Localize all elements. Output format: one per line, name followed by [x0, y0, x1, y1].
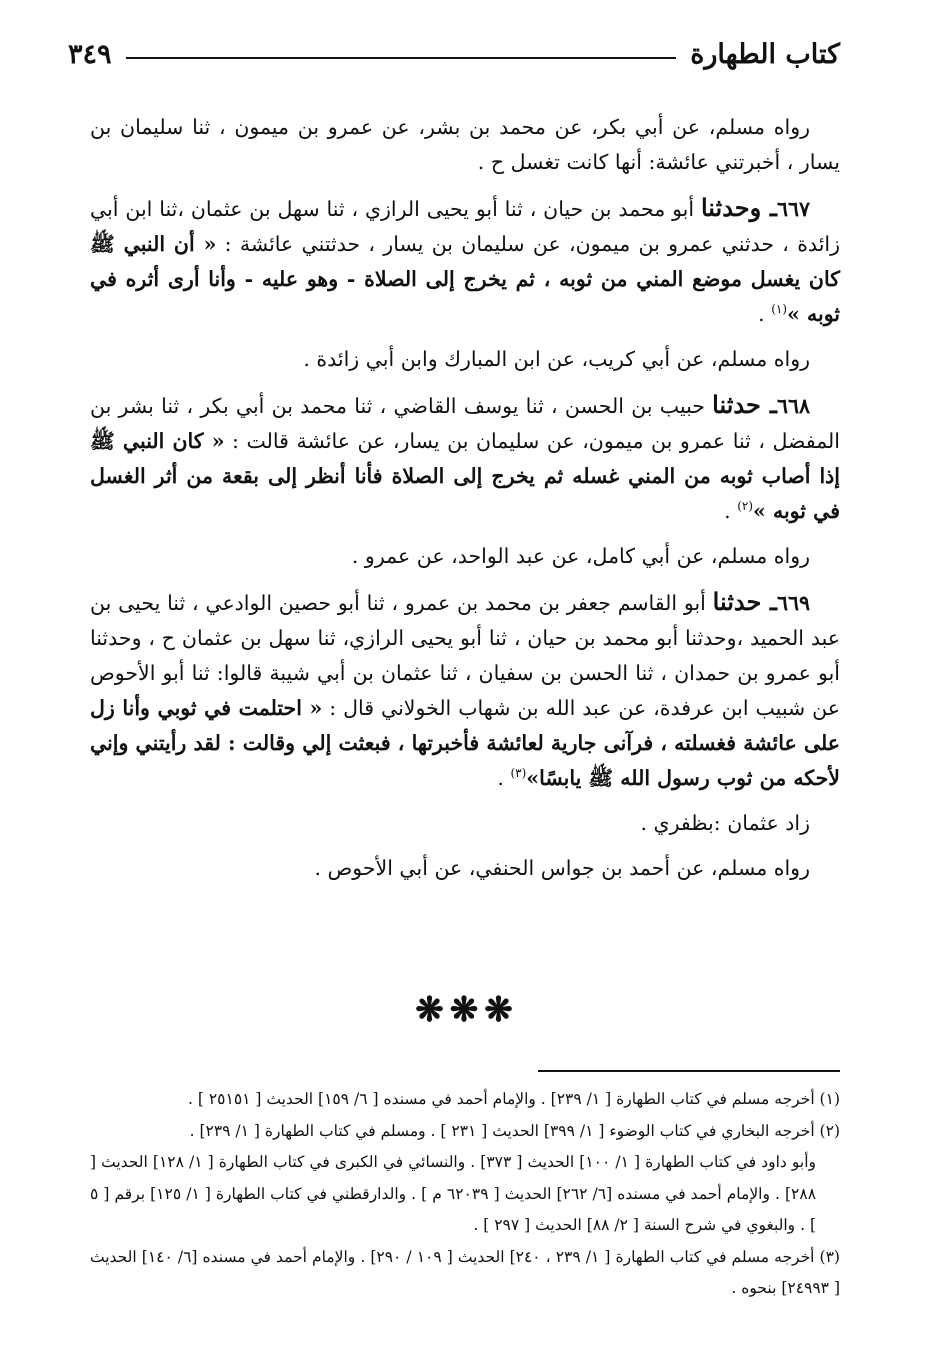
- paragraph-addition: زاد عثمان :بظفري .: [640, 811, 810, 835]
- running-header: [68, 34, 840, 74]
- main-text: [90, 110, 840, 896]
- footnotes: [90, 1084, 840, 1305]
- hadith-number: ٦٦٧: [776, 197, 810, 221]
- hadith-matn: « احتلمت في ثوبي وأنا زل على عائشة فغسلته ، فرآنى جارية لعائشة فأخبرتها ، فبعثت إلي وقالت : لقد رأيتني وإني لأحكه من ثوب رسول الله ﷺ يابسًا»: [90, 696, 840, 790]
- hadith-number: ٦٦٩: [776, 591, 810, 615]
- section-ornament: ❋❋❋: [415, 990, 519, 1030]
- hadith-keyword: ـ حدثنا: [712, 390, 777, 419]
- hadith-isnad: أبو القاسم جعفر بن محمد بن عمرو ، ثنا أبو حصين الوادعي ، ثنا يحيى بن عبد الحميد ،وحدثنا أبو محمد بن حيان ، ثنا أبو يحيى الرازي، ثنا سهل بن عثمان ح ، وحدثنا أبو عمرو بن حمدان ، ثنا الحسن بن سفيان ، ثنا عثمان بن أبي شيبة قالوا: ثنا أبو الأحوص عن شبيب ابن عرفدة، عن عبد الله بن شهاب الخولاني قال :: [90, 591, 840, 720]
- paragraph-narration: رواه مسلم، عن أبي كريب، عن ابن المبارك وابن أبي زائدة .: [303, 347, 810, 371]
- footnote-2: (٢) أخرجه البخاري في كتاب الوضوء [ ١/ ٣٩٩] الحديث [ ٢٣١ ] . ومسلم في كتاب الطهارة [ ١/ ٢٣٩] .: [189, 1121, 840, 1140]
- hadith-end: .: [758, 302, 772, 326]
- footnote-ref: (٢): [737, 499, 754, 514]
- hadith-isnad: أبو محمد بن حيان ، ثنا أبو يحيى الرازي ، ثنا سهل بن عثمان ،ثنا ابن أبي زائدة ، حدثني عمرو بن ميمون، عن سليمان بن يسار ، حدثتني عائشة :: [90, 197, 840, 256]
- hadith-keyword: ـ وحدثنا: [700, 193, 777, 222]
- hadith-669: [90, 584, 840, 796]
- hadith-matn: « أن النبي ﷺ كان يغسل موضع المني من ثوبه ، ثم يخرج إلى الصلاة - وهو عليه - وأنا أرى أثره في ثوبه »: [90, 232, 840, 326]
- hadith-end: .: [497, 766, 511, 790]
- footnote-rule: [538, 1070, 840, 1072]
- hadith-668: [90, 387, 840, 529]
- hadith-isnad: حبيب بن الحسن ، ثنا يوسف القاضي ، ثنا محمد بن أبي بكر ، ثنا بشر بن المفضل ، ثنا عمرو بن ميمون، عن سليمان بن يسار، عن عائشة قالت :: [90, 394, 840, 453]
- header-rule: [126, 57, 677, 59]
- footnote-3: (٣) أخرجه مسلم في كتاب الطهارة [ ١/ ٢٣٩ ، ٢٤٠] الحديث [ ١٠٩ / ٢٩٠] . والإمام أحمد في مسنده [٦/ ١٤٠] الحديث [ ٢٤٩٩٣] بنحوه .: [90, 1247, 840, 1297]
- paragraph-narration: رواه مسلم، عن أبي كامل، عن عبد الواحد، عن عمرو .: [351, 544, 810, 568]
- hadith-end: .: [724, 499, 738, 523]
- footnote-2-continued: وأبو داود في كتاب الطهارة [ ١/ ١٠٠] الحديث [ ٣٧٣] . والنسائي في الكبرى في كتاب الطهارة [ ١/ ١٢٨] الحديث [ ٢٨٨] . والإمام أحمد في مسنده [٦/ ٢٦٢] الحديث [ ٦٢٠٣٩ م ] . والدارقطني في كتاب الطهارة [ ١/ ١٢٥] برقم [ ٥ ] . والبغوي في شرح السنة [ ٢/ ٨٨] الحديث [ ٢٩٧ ] .: [90, 1153, 817, 1234]
- hadith-keyword: ـ حدثنا: [712, 587, 777, 616]
- footnote-ref: (١): [771, 302, 788, 317]
- chapter-title: كتاب الطهارة: [690, 38, 840, 70]
- hadith-667: [90, 190, 840, 332]
- paragraph-narration: رواه مسلم، عن أحمد بن جواس الحنفي، عن أبي الأحوص .: [314, 856, 810, 880]
- hadith-number: ٦٦٨: [776, 394, 810, 418]
- paragraph-narration: رواه مسلم، عن أبي بكر، عن محمد بن بشر، عن عمرو بن ميمون ، ثنا سليمان بن يسار ، أخبرتني عائشة: أنها كانت تغسل ح .: [90, 115, 840, 174]
- page-number: ٣٤٩: [68, 38, 112, 70]
- footnote-1: (١) أخرجه مسلم في كتاب الطهارة [ ١/ ٢٣٩] . والإمام أحمد في مسنده [ ٦/ ١٥٩] الحديث [ ٢٥١٥١ ] .: [188, 1090, 840, 1108]
- hadith-matn: « كان النبي ﷺ إذا أصاب ثوبه من المني غسله ثم يخرج إلى الصلاة فأنا أنظر إلى بقعة من أثر الغسل في ثوبه »: [90, 429, 840, 523]
- footnote-ref: (٣): [510, 766, 527, 781]
